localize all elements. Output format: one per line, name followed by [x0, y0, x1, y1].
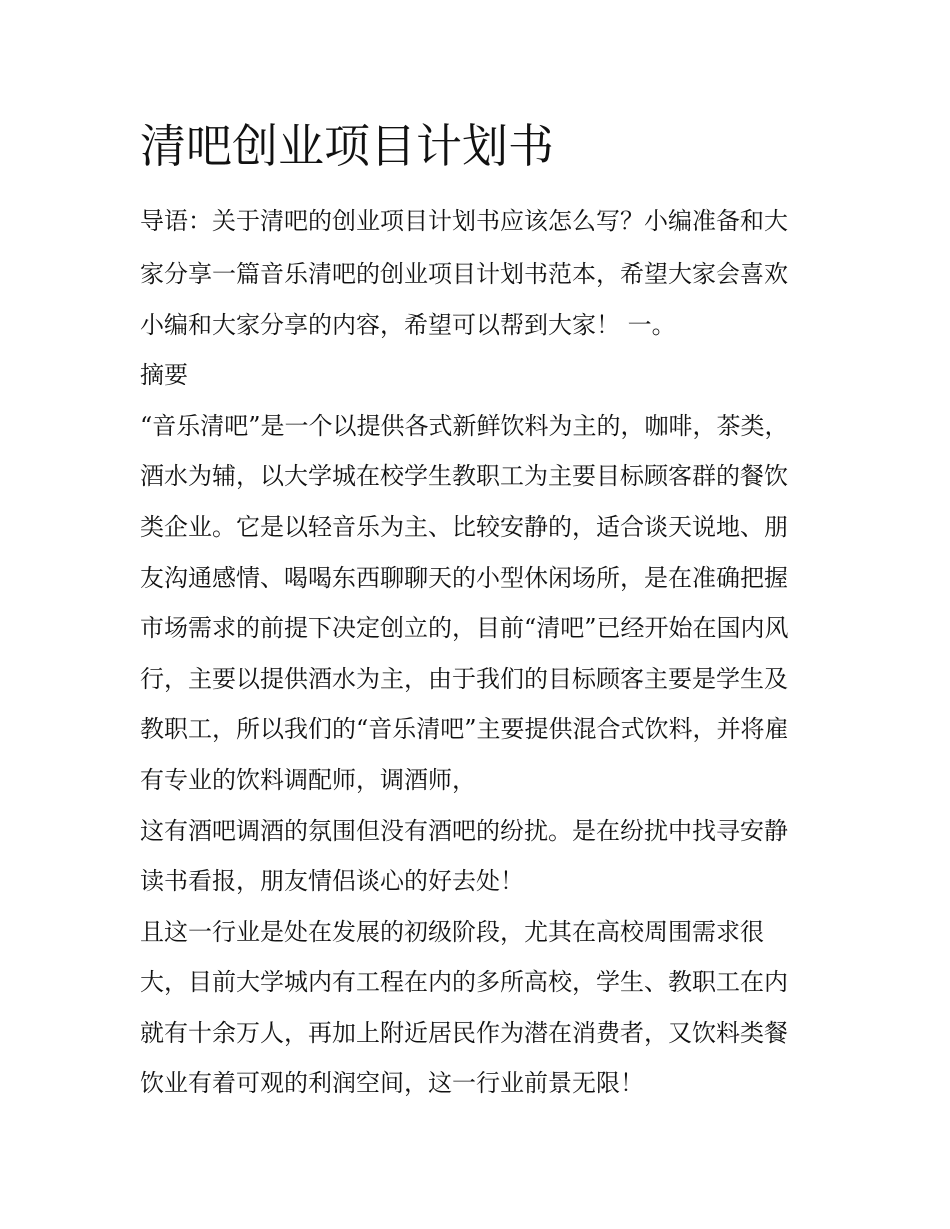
section-heading-summary: 摘要 — [140, 361, 188, 389]
body-line: 饮业有着可观的利润空间，这一行业前景无限！ — [140, 1069, 644, 1097]
body-line: 有专业的饮料调配师，调酒师， — [140, 766, 476, 794]
body-line: 酒水为辅，以大学城在校学生教职工为主要目标顾客群的餐饮 — [140, 462, 788, 490]
body-line: 就有十余万人，再加上附近居民作为潜在消费者，又饮料类餐 — [140, 1019, 788, 1047]
body-line: “音乐清吧”是一个以提供各式新鲜饮料为主的，咖啡，茶类， — [140, 412, 789, 440]
body-line: 读书看报，朋友情侣谈心的好去处！ — [140, 867, 524, 895]
body-line: 市场需求的前提下决定创立的，目前“清吧”已经开始在国内风 — [140, 614, 789, 642]
body-line: 教职工，所以我们的“音乐清吧”主要提供混合式饮料，并将雇 — [140, 715, 789, 743]
document-title: 清吧创业项目计划书 — [140, 119, 554, 173]
body-line: 且这一行业是处在发展的初级阶段，尤其在高校周围需求很 — [140, 918, 764, 946]
body-line: 类企业。它是以轻音乐为主、比较安静的，适合谈天说地、朋 — [140, 513, 788, 541]
body-line: 小编和大家分享的内容，希望可以帮到大家！ 一。 — [140, 311, 676, 339]
body-line: 大，目前大学城内有工程在内的多所高校，学生、教职工在内 — [140, 968, 788, 996]
body-line: 导语：关于清吧的创业项目计划书应该怎么写？小编准备和大 — [140, 207, 788, 235]
body-line: 友沟通感情、喝喝东西聊聊天的小型休闲场所，是在准确把握 — [140, 564, 788, 592]
body-line: 家分享一篇音乐清吧的创业项目计划书范本，希望大家会喜欢 — [140, 260, 788, 288]
body-line: 行，主要以提供酒水为主，由于我们的目标顾客主要是学生及 — [140, 665, 788, 693]
body-line: 这有酒吧调酒的氛围但没有酒吧的纷扰。是在纷扰中找寻安静 — [140, 817, 788, 845]
